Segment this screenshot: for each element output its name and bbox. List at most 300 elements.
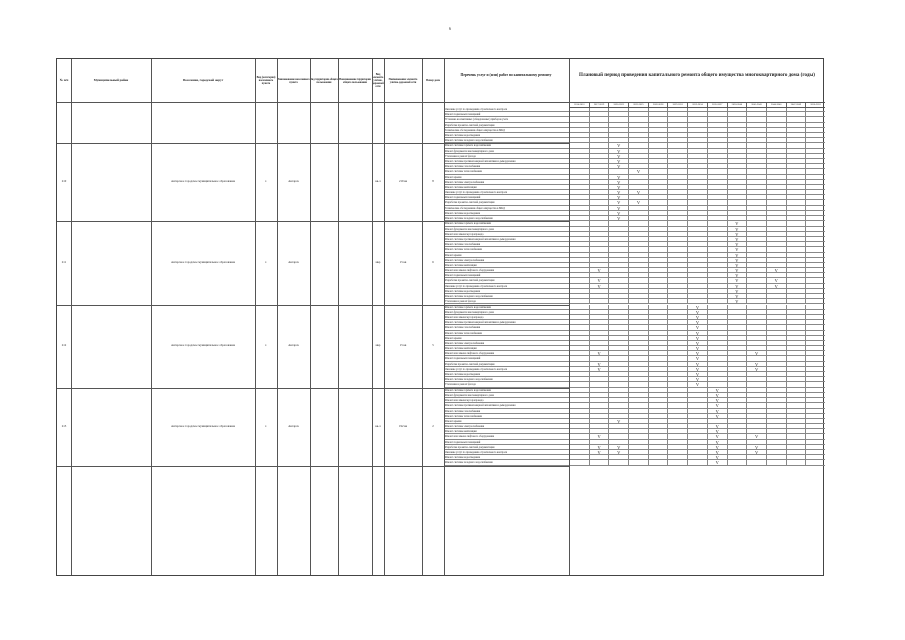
schedule-cell — [687, 195, 707, 199]
schedule-cell — [648, 289, 668, 293]
check-mark: V — [687, 351, 707, 355]
schedule-cell — [608, 263, 628, 267]
schedule-cell — [628, 377, 648, 381]
schedule-cell — [766, 341, 786, 345]
schedule-cell — [687, 154, 707, 158]
schedule-cell — [648, 258, 668, 262]
schedule-cell — [628, 247, 648, 251]
work-item: Ремонт системы водоотведения — [444, 133, 569, 138]
schedule-cell — [727, 372, 747, 376]
schedule-cell — [707, 341, 727, 345]
schedule-cell — [589, 393, 609, 397]
check-mark: V — [707, 414, 727, 418]
schedule-cell — [707, 206, 727, 210]
check-mark: V — [707, 440, 727, 444]
schedule-cell — [569, 450, 589, 454]
schedule-cell — [805, 424, 825, 428]
schedule-cell — [628, 398, 648, 402]
schedule-cell — [589, 123, 609, 127]
work-item: Ремонт системы газоснабжения — [444, 242, 569, 247]
check-mark: V — [687, 305, 707, 309]
schedule-cell — [608, 299, 628, 303]
schedule-cell — [707, 367, 727, 371]
schedule-cell — [687, 273, 707, 277]
schedule-cell — [746, 107, 766, 111]
schedule-cell — [727, 112, 747, 116]
schedule-cell — [766, 273, 786, 277]
schedule-cell — [628, 185, 648, 189]
check-mark: V — [687, 362, 707, 366]
schedule-cell — [766, 320, 786, 324]
schedule-cell — [727, 346, 747, 350]
check-mark: V — [608, 445, 628, 449]
schedule-cell — [786, 440, 806, 444]
schedule-cell — [786, 398, 806, 402]
schedule-cell — [687, 164, 707, 168]
schedule-cell — [746, 247, 766, 251]
schedule-cell — [569, 434, 589, 438]
check-mark: V — [589, 434, 609, 438]
schedule-cell — [786, 169, 806, 173]
work-item: Разработка проектно-сметной документации — [444, 445, 569, 450]
work-item: Ремонт системы электроснабжения — [444, 424, 569, 429]
schedule-cell — [687, 138, 707, 142]
schedule-cell — [766, 138, 786, 142]
schedule-cell — [589, 128, 609, 132]
schedule-cell — [746, 278, 766, 282]
schedule-cell — [648, 200, 668, 204]
schedule-cell — [707, 175, 727, 179]
schedule-cell — [687, 206, 707, 210]
work-item: Оказание услуг по проведению строительного контроля — [444, 284, 569, 289]
schedule-cell — [589, 232, 609, 236]
work-item: Ремонт крыши — [444, 419, 569, 424]
schedule-cell — [707, 200, 727, 204]
schedule-cell — [628, 263, 648, 267]
schedule-cell — [569, 169, 589, 173]
schedule-cell — [589, 253, 609, 257]
check-mark: V — [608, 159, 628, 163]
schedule-cell — [667, 258, 687, 262]
schedule-cell — [687, 434, 707, 438]
schedule-cell — [589, 263, 609, 267]
schedule-cell — [786, 367, 806, 371]
schedule-cell — [589, 356, 609, 360]
schedule-cell — [707, 263, 727, 267]
cell-locality: Ангарск — [288, 260, 299, 264]
work-item: Ремонт или замена лифтового оборудования — [444, 268, 569, 273]
schedule-cell — [628, 299, 648, 303]
schedule-cell — [648, 242, 668, 246]
schedule-cell — [805, 211, 825, 215]
schedule-grid — [569, 221, 825, 304]
schedule-cell — [786, 336, 806, 340]
schedule-cell — [608, 377, 628, 381]
schedule-grid — [569, 305, 825, 388]
schedule-cell — [786, 195, 806, 199]
column-divider — [151, 59, 152, 575]
schedule-cell — [805, 180, 825, 184]
schedule-cell — [589, 320, 609, 324]
schedule-cell — [786, 377, 806, 381]
schedule-cell — [687, 424, 707, 428]
schedule-cell — [608, 294, 628, 298]
schedule-cell — [569, 382, 589, 386]
schedule-cell — [589, 382, 609, 386]
schedule-cell — [746, 294, 766, 298]
schedule-cell — [608, 351, 628, 355]
check-mark: V — [707, 445, 727, 449]
schedule-cell — [628, 445, 648, 449]
schedule-cell — [608, 372, 628, 376]
schedule-cell — [805, 414, 825, 418]
schedule-cell — [727, 403, 747, 407]
schedule-cell — [628, 310, 648, 314]
schedule-cell — [687, 450, 707, 454]
schedule-cell — [589, 247, 609, 251]
schedule-cell — [746, 289, 766, 293]
schedule-cell — [746, 356, 766, 360]
check-mark: V — [727, 294, 747, 298]
capital-repair-table — [56, 58, 824, 576]
schedule-cell — [746, 310, 766, 314]
row-divider — [57, 388, 569, 389]
schedule-cell — [786, 434, 806, 438]
schedule-cell — [805, 388, 825, 392]
row-divider — [57, 305, 569, 306]
schedule-cell — [628, 320, 648, 324]
schedule-cell — [786, 299, 806, 303]
work-item: Разработка проектно-сметной документации — [444, 200, 569, 205]
schedule-cell — [805, 247, 825, 251]
schedule-cell — [746, 154, 766, 158]
schedule-cell — [727, 133, 747, 137]
schedule-cell — [628, 450, 648, 454]
schedule-cell — [727, 356, 747, 360]
schedule-cell — [786, 143, 806, 147]
schedule-cell — [687, 268, 707, 272]
schedule-cell — [786, 180, 806, 184]
schedule-cell — [805, 356, 825, 360]
schedule-cell — [589, 185, 609, 189]
schedule-cell — [608, 388, 628, 392]
work-item: Ремонт крыши — [444, 175, 569, 180]
work-item: Разработка проектно-сметной документации — [444, 362, 569, 367]
schedule-cell — [569, 138, 589, 142]
header-works: Перечень услуг и (или) работ по капитальному ремонту — [460, 73, 552, 77]
schedule-cell — [569, 393, 589, 397]
schedule-cell — [608, 138, 628, 142]
schedule-cell — [628, 388, 648, 392]
schedule-cell — [766, 325, 786, 329]
schedule-cell — [589, 299, 609, 303]
schedule-cell — [589, 190, 609, 194]
schedule-cell — [648, 278, 668, 282]
schedule-cell — [805, 434, 825, 438]
schedule-cell — [667, 346, 687, 350]
schedule-cell — [667, 164, 687, 168]
schedule-cell — [805, 305, 825, 309]
schedule-cell — [805, 367, 825, 371]
schedule-cell — [628, 206, 648, 210]
year-header: 2041-2043 — [746, 102, 766, 107]
schedule-cell — [589, 424, 609, 428]
schedule-cell — [687, 253, 707, 257]
schedule-cell — [628, 253, 648, 257]
check-mark: V — [727, 253, 747, 257]
work-item: Ремонт фундамента многоквартирного дома — [444, 393, 569, 398]
house-block — [57, 305, 825, 388]
schedule-cell — [589, 455, 609, 459]
schedule-cell — [766, 247, 786, 251]
check-mark: V — [727, 237, 747, 241]
schedule-cell — [786, 190, 806, 194]
schedule-cell — [786, 175, 806, 179]
schedule-cell — [746, 346, 766, 350]
schedule-cell — [628, 123, 648, 127]
schedule-cell — [746, 237, 766, 241]
schedule-cell — [727, 190, 747, 194]
schedule-cell — [589, 294, 609, 298]
check-mark: V — [707, 398, 727, 402]
schedule-cell — [628, 429, 648, 433]
schedule-cell — [628, 460, 648, 464]
schedule-cell — [608, 169, 628, 173]
work-item: Разработка проектно-сметной документации — [444, 123, 569, 128]
schedule-cell — [805, 128, 825, 132]
check-mark: V — [727, 273, 747, 277]
schedule-cell — [727, 138, 747, 142]
schedule-cell — [805, 419, 825, 423]
year-header: 2017-2019 — [589, 102, 609, 107]
schedule-cell — [569, 268, 589, 272]
check-mark: V — [687, 346, 707, 350]
schedule-cell — [727, 341, 747, 345]
schedule-cell — [589, 117, 609, 121]
schedule-cell — [746, 409, 766, 413]
schedule-cell — [766, 372, 786, 376]
schedule-cell — [786, 237, 806, 241]
schedule-cell — [805, 195, 825, 199]
schedule-cell — [628, 424, 648, 428]
schedule-cell — [707, 107, 727, 111]
schedule-cell — [628, 216, 648, 220]
schedule-cell — [805, 123, 825, 127]
schedule-cell — [746, 273, 766, 277]
schedule-cell — [707, 268, 727, 272]
schedule-cell — [589, 403, 609, 407]
schedule-cell — [766, 289, 786, 293]
schedule-cell — [667, 190, 687, 194]
schedule-cell — [746, 429, 766, 433]
schedule-cell — [766, 356, 786, 360]
schedule-cell — [608, 247, 628, 251]
schedule-cell — [707, 336, 727, 340]
schedule-cell — [727, 398, 747, 402]
check-mark: V — [746, 434, 766, 438]
cell-type-element: кв-л — [375, 424, 381, 428]
schedule-cell — [766, 346, 786, 350]
schedule-cell — [569, 372, 589, 376]
check-mark: V — [766, 278, 786, 282]
schedule-cell — [687, 185, 707, 189]
schedule-cell — [746, 263, 766, 267]
schedule-cell — [648, 460, 668, 464]
schedule-cell — [628, 133, 648, 137]
schedule-cell — [786, 247, 806, 251]
schedule-cell — [707, 315, 727, 319]
schedule-cell — [766, 117, 786, 121]
schedule-cell — [648, 440, 668, 444]
schedule-cell — [707, 372, 727, 376]
schedule-cell — [687, 190, 707, 194]
work-item: Ремонт системы вентиляции — [444, 185, 569, 190]
year-header: 2044-2046 — [766, 102, 786, 107]
schedule-cell — [608, 133, 628, 137]
house-block — [57, 107, 825, 143]
schedule-cell — [727, 429, 747, 433]
work-item: Ремонт системы горячего водоснабжения — [444, 305, 569, 310]
schedule-cell — [707, 216, 727, 220]
schedule-cell — [648, 169, 668, 173]
schedule-cell — [667, 112, 687, 116]
schedule-cell — [667, 149, 687, 153]
schedule-cell — [727, 164, 747, 168]
schedule-cell — [589, 289, 609, 293]
schedule-cell — [569, 398, 589, 402]
schedule-cell — [589, 305, 609, 309]
schedule-cell — [589, 372, 609, 376]
check-mark: V — [727, 289, 747, 293]
work-item: Ремонт системы холодного водоснабжения — [444, 138, 569, 143]
schedule-cell — [628, 159, 648, 163]
schedule-cell — [687, 143, 707, 147]
schedule-cell — [628, 346, 648, 350]
schedule-grid — [569, 388, 825, 466]
schedule-cell — [786, 320, 806, 324]
schedule-cell — [648, 294, 668, 298]
schedule-cell — [648, 268, 668, 272]
schedule-cell — [727, 143, 747, 147]
schedule-cell — [707, 377, 727, 381]
schedule-cell — [589, 414, 609, 418]
schedule-cell — [648, 190, 668, 194]
schedule-cell — [707, 169, 727, 173]
schedule-cell — [667, 424, 687, 428]
cell-district: Ангарское городское муниципальное образование — [170, 424, 236, 428]
schedule-cell — [569, 154, 589, 158]
schedule-cell — [805, 159, 825, 163]
schedule-cell — [766, 128, 786, 132]
schedule-cell — [667, 237, 687, 241]
schedule-cell — [569, 263, 589, 267]
schedule-cell — [786, 424, 806, 428]
schedule-cell — [687, 180, 707, 184]
house-block — [57, 388, 825, 466]
schedule-cell — [667, 289, 687, 293]
schedule-cell — [786, 289, 806, 293]
schedule-cell — [786, 128, 806, 132]
schedule-cell — [786, 310, 806, 314]
schedule-cell — [569, 289, 589, 293]
header-type-element: Вид элемента улично-дорожной сети — [372, 73, 384, 88]
row-divider — [57, 143, 569, 144]
schedule-cell — [727, 305, 747, 309]
check-mark: V — [589, 445, 609, 449]
schedule-cell — [667, 455, 687, 459]
schedule-cell — [667, 180, 687, 184]
schedule-cell — [667, 273, 687, 277]
schedule-cell — [628, 419, 648, 423]
cell-num: 210 — [61, 180, 67, 184]
schedule-cell — [608, 112, 628, 116]
schedule-cell — [569, 325, 589, 329]
schedule-cell — [648, 221, 668, 225]
schedule-cell — [569, 336, 589, 340]
schedule-cell — [589, 143, 609, 147]
work-item: Ремонт системы противопожарной автоматики и дымоудаления — [444, 320, 569, 325]
check-mark: V — [628, 200, 648, 204]
schedule-cell — [687, 429, 707, 433]
works-list — [444, 221, 569, 304]
schedule-cell — [805, 325, 825, 329]
schedule-cell — [805, 138, 825, 142]
check-mark: V — [727, 221, 747, 225]
schedule-cell — [786, 138, 806, 142]
work-item: Ремонт системы водоотведения — [444, 372, 569, 377]
schedule-cell — [746, 299, 766, 303]
work-item: Утепление и ремонт фасада — [444, 299, 569, 304]
work-item: Ремонт фундамента многоквартирного дома — [444, 227, 569, 232]
schedule-cell — [569, 362, 589, 366]
schedule-cell — [746, 419, 766, 423]
schedule-cell — [648, 232, 668, 236]
work-item: Технические обследования общего имущества в МКД — [444, 206, 569, 211]
work-item: Ремонт системы вентиляции — [444, 346, 569, 351]
schedule-cell — [667, 242, 687, 246]
schedule-cell — [786, 107, 806, 111]
work-item: Ремонт подвальных помещений — [444, 356, 569, 361]
schedule-cell — [746, 320, 766, 324]
schedule-cell — [805, 200, 825, 204]
cell-type-locality: г. — [265, 180, 267, 184]
work-item: Оказание услуг по проведению строительного контроля — [444, 107, 569, 112]
schedule-cell — [786, 346, 806, 350]
schedule-cell — [648, 206, 668, 210]
schedule-row — [569, 460, 825, 465]
schedule-cell — [589, 258, 609, 262]
schedule-cell — [727, 206, 747, 210]
schedule-cell — [805, 133, 825, 137]
schedule-cell — [727, 460, 747, 464]
schedule-cell — [628, 356, 648, 360]
year-header: 2023-2025 — [628, 102, 648, 107]
check-mark: V — [608, 206, 628, 210]
schedule-cell — [589, 169, 609, 173]
schedule-cell — [805, 253, 825, 257]
work-item: Ремонт системы противопожарной автоматики и дымоудаления — [444, 237, 569, 242]
schedule-cell — [667, 393, 687, 397]
schedule-cell — [569, 278, 589, 282]
schedule-cell — [687, 211, 707, 215]
schedule-cell — [569, 253, 589, 257]
schedule-cell — [786, 211, 806, 215]
schedule-cell — [608, 320, 628, 324]
schedule-cell — [746, 200, 766, 204]
schedule-cell — [569, 247, 589, 251]
schedule-cell — [786, 294, 806, 298]
schedule-cell — [786, 403, 806, 407]
